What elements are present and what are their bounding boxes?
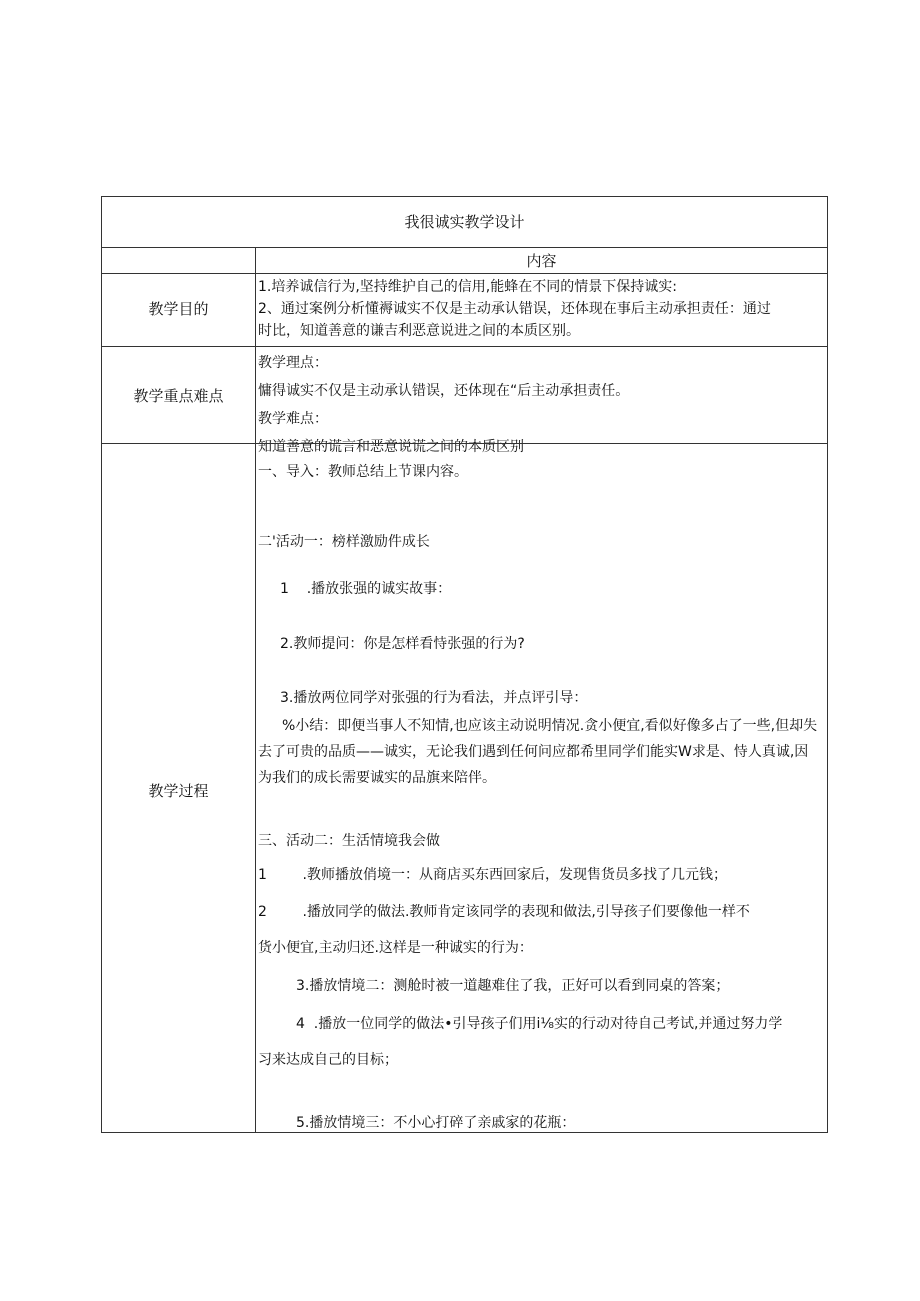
key-point-line: 教学难点：: [258, 411, 328, 427]
key-point-line: 慵得诚实不仅是主动承认错误，还体现在“后主动承担责任。: [258, 383, 630, 399]
objective-line: 2、通过案例分析懂褥诚实不仅是主动承认错误，还体现在事后主动承担责任：通过: [258, 301, 771, 317]
content-column-header: 内容: [526, 252, 557, 270]
key-points-content: [258, 349, 821, 455]
key-point-line: 教学理点：: [258, 355, 328, 371]
key-points-label: 教学重点难点: [133, 387, 224, 405]
process-line: 2.教师提问：你是怎样看恃张强的行为?: [280, 636, 525, 652]
process-line: 习来达成自己的目标；: [258, 1052, 398, 1068]
objective-line: 时比，知道善意的谦吉利恶意说进之间的本质区别。: [258, 323, 580, 339]
process-line: 一、导入：教师总结上节课内容。: [258, 464, 468, 480]
process-line: 1 .播放张强的诚实故事：: [280, 581, 452, 597]
objectives-label: 教学目的: [148, 300, 209, 318]
process-line: 1 .教师播放俏境一：从商店买东西回家后，发现售货员多找了几元钱；: [258, 867, 727, 883]
key-point-line: 知道善意的谎言和恶意说谎之间的本质区别: [258, 439, 524, 455]
process-line: 三、活动二：生活情境我会做: [258, 833, 440, 849]
objectives-content: [258, 276, 821, 346]
process-line: 4 .播放一位同学的做法•引导孩子们用i⅛实的行动对待自己考试,并通过努力学: [296, 1016, 783, 1032]
process-line: 二'活动一：榜样激励件成长: [258, 534, 430, 550]
process-line: 货小便宜,主动归还.这样是一种诚实的行为：: [258, 940, 533, 956]
process-summary: %小结：即便当事人不知情,也应该主动说明情况.贪小便宜,看似好像多占了一些,但却失去了可贵的品质——诚实，无论我们遇到任何问应都希里同学们能实W求是、恃人真诚,因为我们的成长需要诚实的品旗来陪伴。: [258, 718, 818, 786]
divider: [102, 273, 827, 274]
process-line: 5.播放情境三：不小心打碎了亲戚家的花瓶：: [296, 1115, 576, 1131]
document-title: 我很诚实教学设计: [404, 213, 525, 231]
column-divider: [255, 247, 256, 1132]
objective-line: 1.培养诚信行为,坚持维护自己的信用,能蜂在不同的情景下保持诚实:: [258, 279, 677, 295]
process-line: 2 .播放同学的做法.教师肯定该同学的表现和做法,引导孩子们要像他一样不: [258, 904, 750, 920]
process-line: 3.播放两位同学对张强的行为看法，并点评引导：: [280, 690, 588, 706]
process-label: 教学过程: [148, 782, 209, 800]
divider: [102, 443, 827, 444]
lesson-plan-table: [101, 196, 828, 1133]
process-line: 3.播放情境二：测舱时被一道趣难住了我，正好可以看到同桌的答案；: [296, 978, 730, 994]
divider: [102, 346, 827, 347]
